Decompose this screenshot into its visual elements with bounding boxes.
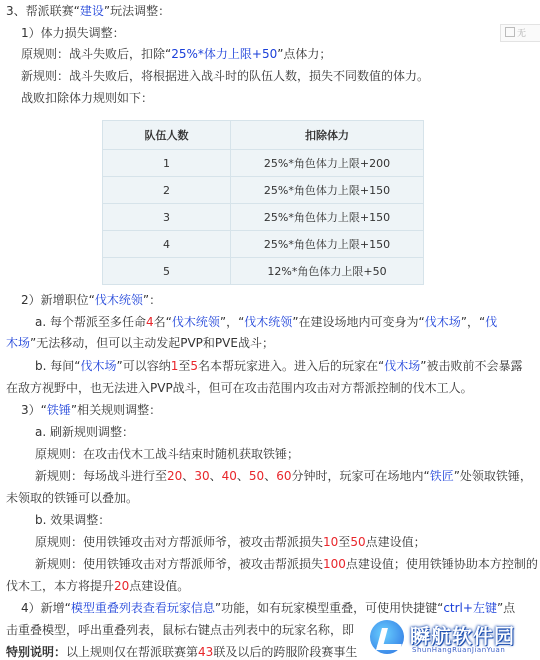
s3-a-old: 原规则：在攻击伐木工战斗结束时随机获取铁锤； bbox=[35, 447, 300, 461]
watermark bbox=[362, 614, 540, 659]
watermark-title: 瞬航软件园 bbox=[410, 624, 515, 648]
table-cell: 25%*角色体力上限+150 bbox=[231, 204, 424, 231]
table-row bbox=[103, 258, 424, 285]
table-cell: 12%*角色体力上限+50 bbox=[231, 258, 424, 285]
s4-line2: 击重叠模型，呼出重叠列表，鼠标右键点击列表中的玩家名称，即 bbox=[6, 623, 355, 637]
s2-b-line1: b. 每间“伐木场”可以容纳1至5名本帮玩家进入。进入后的玩家在“伐木场”被击败前不会暴露 bbox=[35, 359, 523, 373]
table-row bbox=[103, 150, 424, 177]
s3-a-title: a. 刷新规则调整： bbox=[35, 425, 134, 439]
table-header bbox=[103, 121, 424, 150]
table-cell: 1 bbox=[103, 150, 231, 177]
s1-old-rule: 原规则：战斗失败后，扣除“25%*体力上限+50”点体力； bbox=[21, 47, 332, 61]
table-row bbox=[103, 204, 424, 231]
col-team-size: 队伍人数 bbox=[103, 121, 231, 150]
s3-b-new-cont: 伐木工，本方将提升20点建设值。 bbox=[6, 579, 190, 593]
s2-a-line2: 木场”无法移动，但可以主动发起PVP和PVE战斗； bbox=[6, 336, 274, 350]
table-row bbox=[103, 177, 424, 204]
table-row bbox=[103, 231, 424, 258]
float-badge[interactable]: 无 bbox=[500, 24, 540, 42]
s4-line1: 4）新增“模型重叠列表查看玩家信息”功能，如有玩家模型重叠，可使用快捷键“ctrl+左键”点 bbox=[21, 601, 516, 615]
s3-b-old: 原规则：使用铁锤攻击对方帮派师爷，被攻击帮派损失10至50点建设值； bbox=[35, 535, 426, 549]
table-cell: 4 bbox=[103, 231, 231, 258]
table-cell: 25%*角色体力上限+150 bbox=[231, 177, 424, 204]
table-cell: 2 bbox=[103, 177, 231, 204]
s3-a-new: 新规则：每场战斗进行至20、30、40、50、60分钟时，玩家可在场地内“铁匠”处领取铁锤， bbox=[35, 469, 532, 483]
s3-b-title: b. 效果调整： bbox=[35, 513, 111, 527]
s3-title: 3）“铁锤”相关规则调整： bbox=[21, 403, 162, 417]
table-cell: 5 bbox=[103, 258, 231, 285]
image-icon bbox=[505, 27, 515, 37]
table-cell: 25%*角色体力上限+200 bbox=[231, 150, 424, 177]
stamina-table bbox=[102, 120, 424, 285]
table-cell: 25%*角色体力上限+150 bbox=[231, 231, 424, 258]
col-deduction: 扣除体力 bbox=[231, 121, 424, 150]
s1-intro: 战败扣除体力规则如下： bbox=[21, 91, 154, 105]
table-cell: 3 bbox=[103, 204, 231, 231]
s2-b-line2: 在敌方视野中，也无法进入PVP战斗，但可在攻击范围内攻击对方帮派控制的伐木工人。 bbox=[6, 381, 473, 395]
s2-title: 2）新增职位“伐木统领”： bbox=[21, 293, 162, 307]
site-logo-icon bbox=[370, 620, 404, 654]
watermark-subtitle: ShunHangRuanJianYuan bbox=[412, 646, 506, 654]
s1-title: 1）体力损失调整： bbox=[21, 26, 125, 40]
special-note: 特别说明：以上规则仅在帮派联赛第43联及以后的跨服阶段赛事生 bbox=[6, 645, 358, 659]
s2-a-line1: a. 每个帮派至多任命4名“伐木统领”，“伐木统领”在建设场地内可变身为“伐木场”，“伐 bbox=[35, 315, 498, 329]
s1-new-rule: 新规则：战斗失败后，将根据进入战斗时的队伍人数，损失不同数值的体力。 bbox=[21, 69, 430, 83]
s3-b-new: 新规则：使用铁锤攻击对方帮派师爷，被攻击帮派损失100点建设值；使用铁锤协助本方控制的 bbox=[35, 557, 538, 571]
s3-a-new-cont: 未领取的铁锤可以叠加。 bbox=[6, 491, 139, 505]
section-heading: 3、帮派联赛“建设”玩法调整： bbox=[6, 4, 171, 18]
